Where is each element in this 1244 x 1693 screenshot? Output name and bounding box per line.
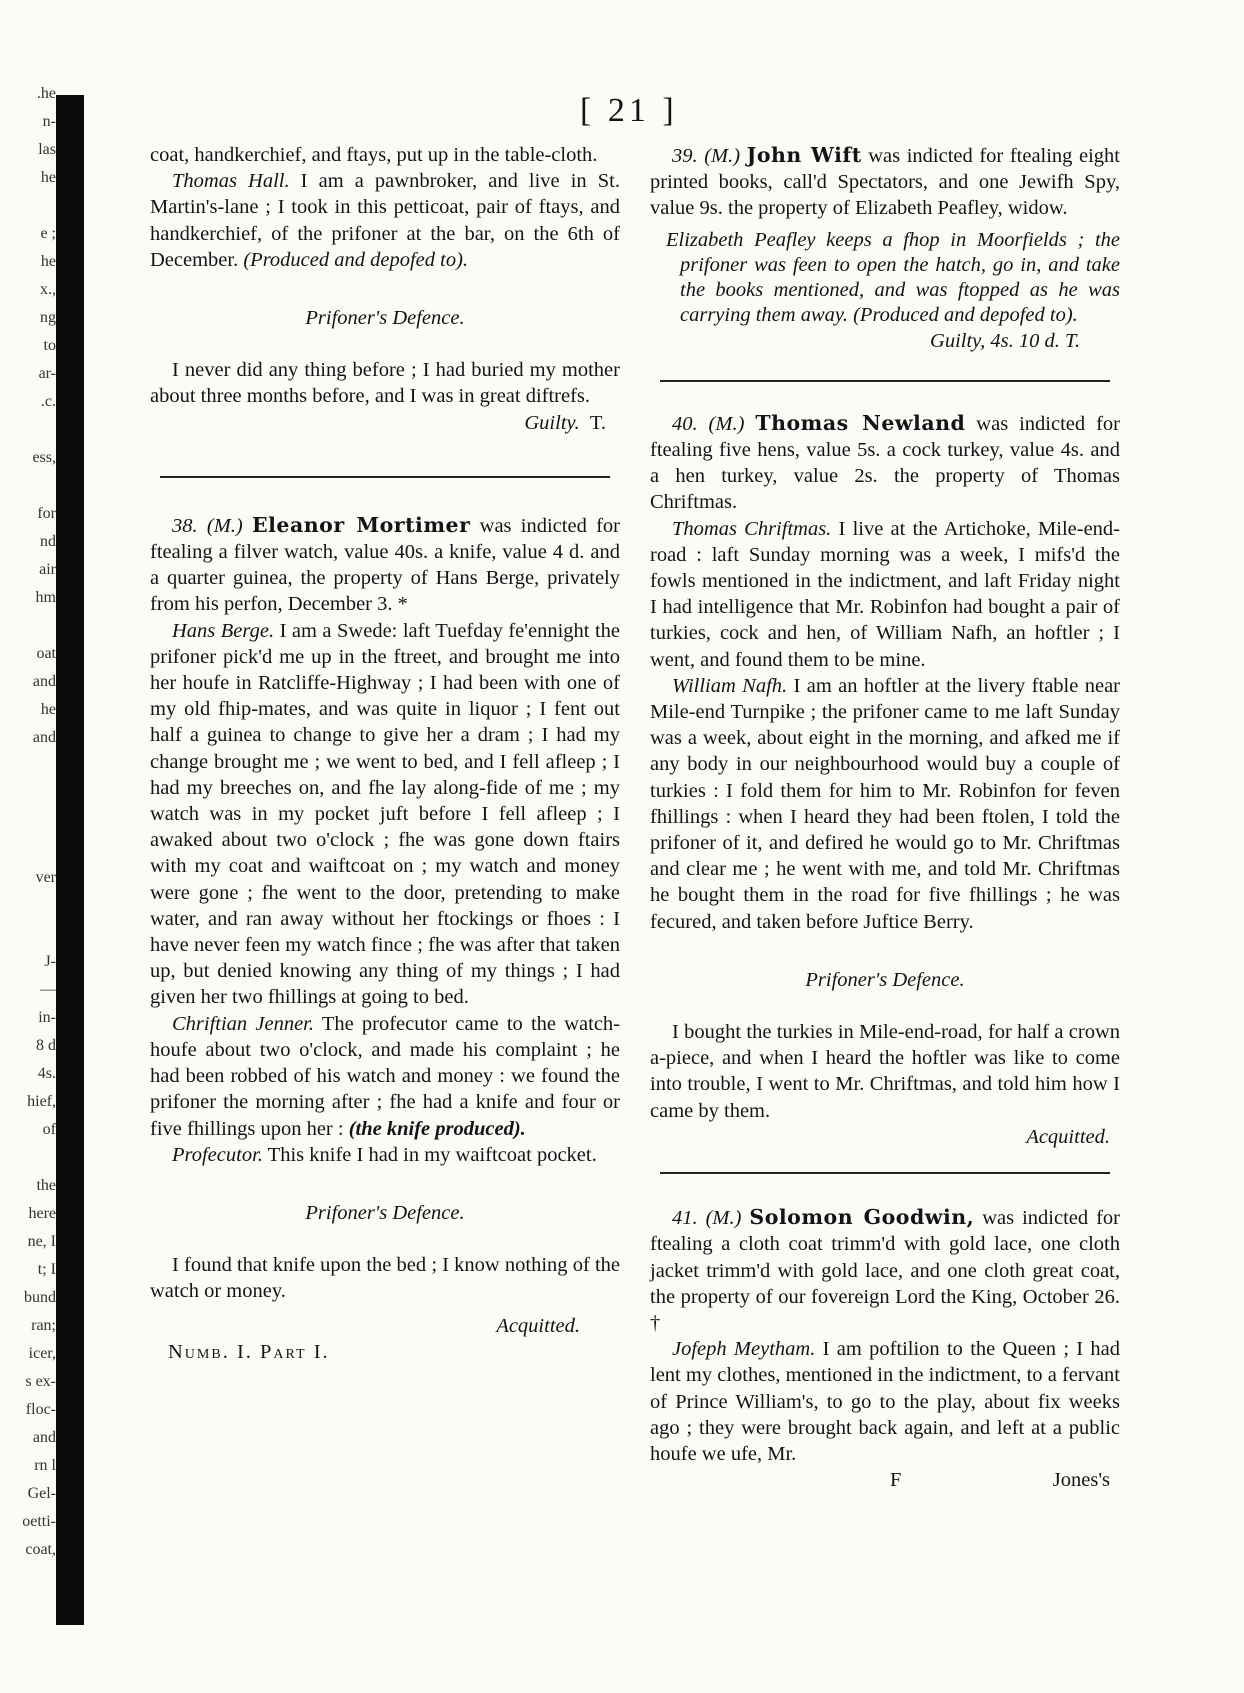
gutter-fragment: rn l bbox=[34, 1457, 56, 1474]
gutter-fragment bbox=[0, 1144, 60, 1172]
gutter-fragment bbox=[0, 808, 60, 836]
gutter-fragment bbox=[0, 472, 60, 500]
gutter-fragment: ver bbox=[35, 869, 56, 886]
gutter-fragment: Gel- bbox=[27, 1485, 56, 1502]
testimony-nash: William Nafh. I am an hoftler at the livery ftable near Mile-end Turnpike ; the prifoner came to me laft Sunday was a week, about eight in the morning, and afked me if any body in our neighbourhood would buy a couple of turkies : I fold them for him to Mr. Robinfon for feven fhillings : when I heard they had been ftolen, I told the prifoner of it, and defired he would go to Mr. Chriftmas and clear me ; he went with me, and told Mr. Chriftmas he bought them in the road for five fhillings ; he was fecured, and taken before Juftice Berry. bbox=[650, 674, 1120, 933]
gutter-fragment: hm bbox=[35, 589, 56, 606]
defendant-name: Solomon Goodwin, bbox=[749, 1205, 975, 1230]
gutter-fragment: nd bbox=[40, 533, 56, 550]
defence-heading: Prifoner's Defence. bbox=[305, 1201, 465, 1224]
gutter-fragment: ess, bbox=[32, 449, 56, 466]
section-rule bbox=[660, 380, 1110, 382]
gutter-fragment: bund bbox=[24, 1289, 56, 1306]
gutter-fragment: oat bbox=[36, 645, 56, 662]
page-number: [ 21 ] bbox=[580, 92, 678, 129]
binding-shadow bbox=[56, 95, 84, 1625]
gutter-fragment bbox=[0, 836, 60, 864]
gutter-fragment: hief, bbox=[27, 1093, 56, 1110]
gutter-fragment: air bbox=[39, 561, 56, 578]
gutter-fragment: coat, bbox=[25, 1541, 56, 1558]
witness-name: Hans Berge. bbox=[172, 619, 275, 642]
defendant-name: Thomas Newland bbox=[755, 410, 966, 435]
gutter-fragment: and bbox=[32, 1429, 56, 1446]
gutter-fragment: ran; bbox=[31, 1317, 56, 1334]
gutter-fragment: .c. bbox=[40, 393, 56, 410]
defendant-name: John Wift bbox=[746, 143, 862, 167]
verdict: Guilty. T. bbox=[524, 411, 606, 434]
gutter-fragment: 8 d bbox=[36, 1037, 56, 1054]
paragraph-continuation: coat, handkerchief, and ftays, put up in the table-cloth. bbox=[150, 144, 598, 166]
gutter-fragment bbox=[0, 192, 60, 220]
testimony-hall: Thomas Hall. I am a pawnbroker, and live in St. Martin's-lane ; I took in this petticoat, pair of ftays, and handkerchief, of the prifoner at the bar, on the 6th of December. (Produced and depofed to). bbox=[150, 170, 620, 271]
gutter-fragment: and bbox=[32, 729, 56, 746]
gutter-fragment: t; I bbox=[37, 1261, 56, 1278]
witness-name: William Nafh. bbox=[672, 674, 788, 697]
gutter-fragment: J- bbox=[44, 953, 56, 970]
gutter-fragment: he bbox=[40, 701, 56, 718]
gutter-fragment: he bbox=[40, 253, 56, 270]
gutter-fragment: x., bbox=[40, 281, 56, 298]
defence-heading: Prifoner's Defence. bbox=[805, 968, 965, 991]
case-38-indictment: 38. (M.) Eleanor Mortimer was indicted for ftealing a filver watch, value 40s. a knife, value 4 d. and a quarter guinea, the property of Hans Berge, privately from his perfon, December 3. * bbox=[150, 512, 620, 616]
witness-name: Chriftian Jenner. bbox=[172, 1012, 314, 1035]
gutter-fragment: — bbox=[40, 981, 56, 998]
gutter-fragment: to bbox=[43, 337, 56, 354]
gutter-fragment bbox=[0, 752, 60, 780]
gutter-fragment: n- bbox=[42, 113, 56, 130]
case-39-indictment: 39. (M.) John Wift was indicted for ftealing eight printed books, call'd Spectators, and one Jewifh Spy, value 9s. the property of Elizabeth Peafley, widow. bbox=[650, 143, 1121, 220]
gutter-fragment: the bbox=[36, 1177, 56, 1194]
witness-name: Thomas Hall. bbox=[172, 170, 290, 193]
catchword: Jones's bbox=[1052, 1469, 1110, 1492]
signature-mark: F bbox=[890, 1469, 902, 1492]
gutter-fragment: oetti- bbox=[22, 1513, 56, 1530]
gutter-fragment: s ex- bbox=[25, 1373, 56, 1390]
facing-page-fragment bbox=[0, 80, 60, 1640]
testimony-christmas: Thomas Chriftmas. I live at the Artichoke, Mile-end-road : laft Sunday morning was a week, I mifs'd the fowls mentioned in the indictment, and laft Friday night I had intelligence that Mr. Robinfon had bought a pair of turkies, cock and hen, of William Nafh, an hoftler ; I went, and found them to be mine. bbox=[650, 517, 1120, 671]
testimony-berge: Hans Berge. I am a Swede: laft Tuefday fe'ennight the prifoner pick'd me up in the ftreet, and brought me into her houfe in Ratcliffe-Highway ; I had been with one of my old fhip-mates, and was quite in liquor ; I fent out half a guinea to change to give her a dram ; I had my change brought me ; we went to bed, and I fell afleep ; I had my breeches on, and fhe lay along-fide of me ; my watch was in my pocket juft before I fell afleep ; I awaked about two o'clock ; fhe was gone down ftairs with my coat and waiftcoat on ; my watch and money were gone ; fhe went to the door, pretending to make water, and ran away without her ftockings or fhoes : I have never feen my watch fince ; fhe was after that taken up, but denied knowing any thing of my things ; I had given her two fhillings at going to bed. bbox=[150, 619, 620, 1009]
testimony-jenner: Chriftian Jenner. The profecutor came to the watch-houfe about two o'clock, and made his complaint ; he had been robbed of his watch and money : we found the prifoner the morning after ; fhe had a knife and four or five fhillings upon her : (the knife produced). bbox=[150, 1012, 620, 1140]
gutter-fragment: of bbox=[42, 1121, 56, 1138]
gutter-fragment: e ; bbox=[40, 225, 56, 242]
gutter-fragment: icer, bbox=[28, 1345, 56, 1362]
defence-heading: Prifoner's Defence. bbox=[305, 307, 465, 330]
gutter-fragment: ne, I bbox=[27, 1233, 56, 1250]
gutter-fragment bbox=[0, 920, 60, 948]
case-41-indictment: 41. (M.) Solomon Goodwin, was indicted for ftealing a cloth coat trimm'd with gold lace, one cloth jacket trimm'd with gold lace, and one cloth great coat, the property of our fovereign Lord the King, October 26. † bbox=[650, 1205, 1120, 1334]
gutter-fragment bbox=[0, 780, 60, 808]
case-40-indictment: 40. (M.) Thomas Newland was indicted for ftealing five hens, value 5s. a cock turkey, value 4s. and a hen turkey, value 2s. the property of Thomas Chriftmas. bbox=[650, 410, 1120, 514]
page-bottom-marks bbox=[650, 1467, 1120, 1493]
section-rule bbox=[660, 1172, 1110, 1174]
defence-text: I never did any thing before ; I had buried my mother about three months before, and I was in great diftrefs. bbox=[150, 359, 620, 408]
witness-name: Thomas Chriftmas. bbox=[672, 517, 832, 540]
verdict: Acquitted. bbox=[496, 1314, 580, 1337]
defence-text: I bought the turkies in Mile-end-road, for half a crown a-piece, and when I heard the hoftler was like to come into trouble, I went to Mr. Chriftmas, and told him how I came by them. bbox=[650, 1021, 1120, 1122]
right-column bbox=[650, 142, 1120, 1493]
verdict: Guilty, 4s. 10 d. T. bbox=[930, 329, 1080, 352]
gutter-fragment: for bbox=[37, 505, 56, 522]
gutter-fragment: .he bbox=[36, 85, 56, 102]
gutter-fragment: in- bbox=[38, 1009, 56, 1026]
gutter-fragment: ng bbox=[40, 309, 56, 326]
section-rule bbox=[160, 476, 610, 478]
defence-text: I found that knife upon the bed ; I know nothing of the watch or money. bbox=[150, 1254, 620, 1303]
left-column bbox=[150, 142, 620, 1365]
gutter-fragment bbox=[0, 892, 60, 920]
page-footer: Numb. I. Part I. bbox=[168, 1340, 330, 1363]
gutter-fragment: floc- bbox=[25, 1401, 56, 1418]
witness-name: Profecutor. bbox=[172, 1143, 263, 1166]
gutter-fragment: and bbox=[32, 673, 56, 690]
witness-name: Jofeph Meytham. bbox=[672, 1338, 816, 1361]
testimony-meytham: Jofeph Meytham. I am poftilion to the Queen ; I had lent my clothes, mentioned in the indictment, to a fervant of Prince William's, to go to the play, about fix weeks ago ; they were brought back again, and left at a public houfe we ufe, Mr. bbox=[650, 1338, 1121, 1465]
defendant-name: Eleanor Mortimer bbox=[252, 512, 471, 537]
gutter-fragment bbox=[0, 612, 60, 640]
gutter-fragment: he bbox=[40, 169, 56, 186]
case-summary: Elizabeth Peafley keeps a fhop in Moorfields ; the prifoner was feen to open the hatch, go in, and take the books mentioned, and was ftopped as he was carrying them away. (Produced and depofed to). bbox=[666, 228, 1120, 326]
gutter-fragment: here bbox=[28, 1205, 56, 1222]
testimony-prosecutor: Profecutor. This knife I had in my waiftcoat pocket. bbox=[172, 1143, 597, 1166]
gutter-fragment: ar- bbox=[38, 365, 56, 382]
verdict: Acquitted. bbox=[1026, 1125, 1110, 1148]
gutter-fragment bbox=[0, 416, 60, 444]
gutter-fragment: 4s. bbox=[37, 1065, 56, 1082]
gutter-fragment: las bbox=[38, 141, 56, 158]
